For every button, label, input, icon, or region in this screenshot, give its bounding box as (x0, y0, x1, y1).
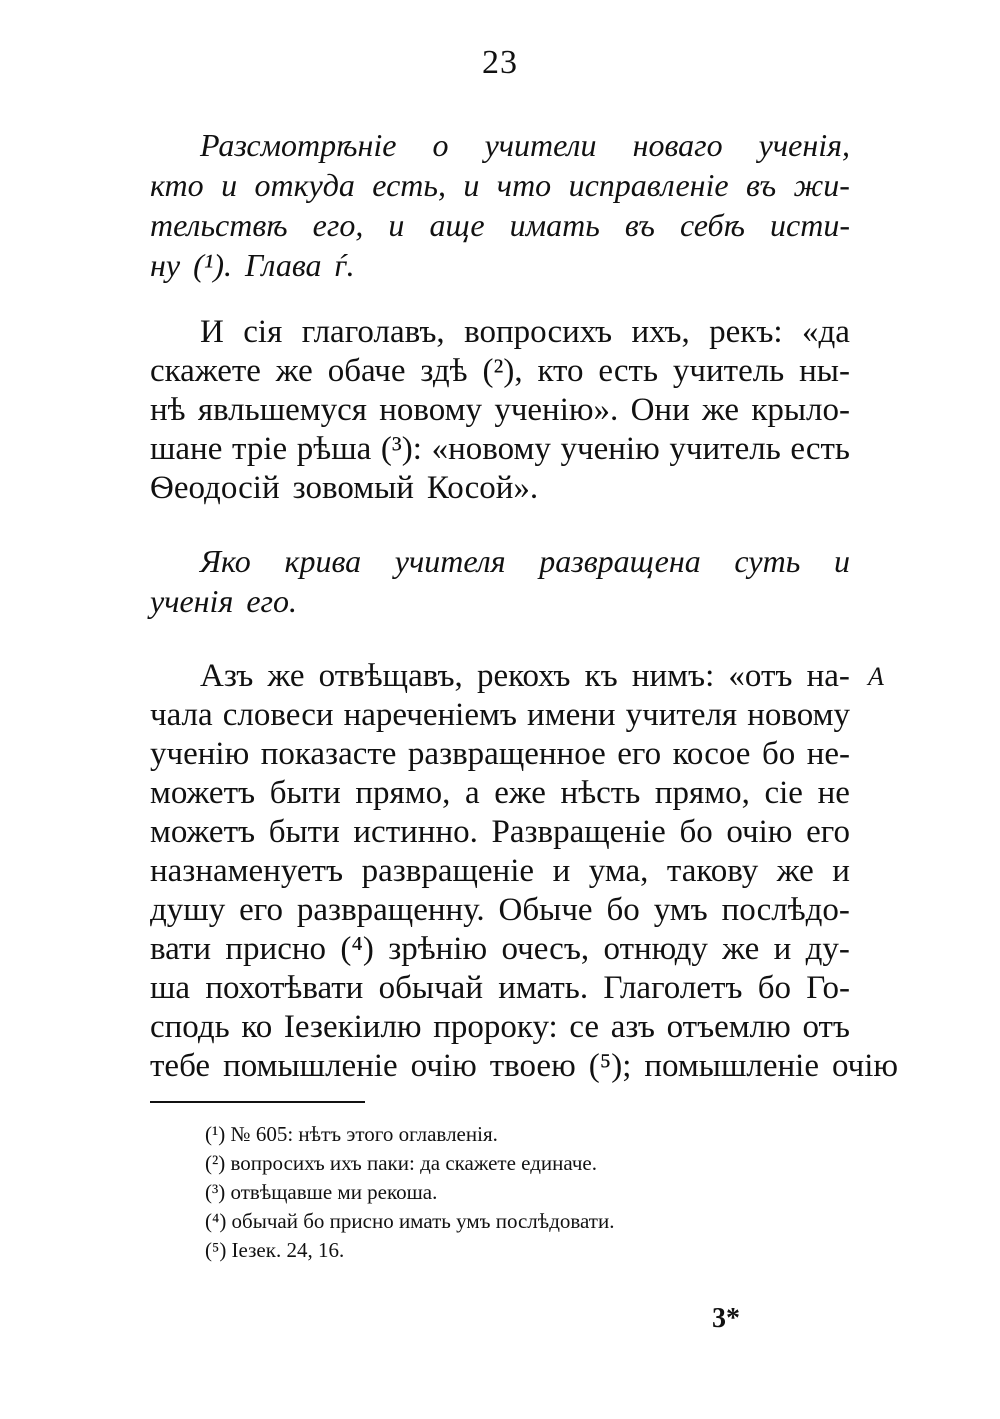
word: имать (509, 207, 600, 243)
signature-mark: 3* (712, 1303, 740, 1334)
word: словеси (222, 697, 334, 733)
word: и (463, 167, 480, 203)
word: исправленіе (568, 167, 729, 203)
word: исти- (770, 207, 850, 243)
word: къ (584, 658, 618, 694)
word: Глаголетъ (603, 970, 743, 1006)
word: и (773, 931, 792, 967)
word: пророку: (433, 1009, 558, 1045)
word: откуда (254, 167, 355, 203)
text-line (150, 813, 850, 852)
word: бо (761, 736, 796, 772)
word: его. (246, 583, 297, 619)
word: Азъ (200, 658, 254, 694)
word: помышленіе (223, 1048, 398, 1084)
word: ученію». (494, 392, 619, 428)
word: быти (268, 814, 340, 850)
word: Іезекіилю (283, 1009, 422, 1045)
footnote-rule (150, 1101, 365, 1103)
word: учителя (625, 697, 738, 733)
word: учителя (394, 543, 506, 579)
word: шане (150, 431, 223, 467)
word: что (496, 167, 552, 203)
page-number: 23 (482, 44, 518, 81)
word: крива (284, 543, 362, 579)
footnote: (⁴) обычай бо присно имать умъ послѣдовати. (205, 1209, 615, 1233)
word: въ (624, 207, 655, 243)
word: же (702, 392, 740, 428)
word: такову (666, 853, 759, 889)
text-line (150, 930, 850, 969)
word: «отъ (728, 658, 793, 694)
word: вопросихъ (464, 314, 613, 350)
word: быти (269, 775, 341, 811)
word: душу (150, 892, 226, 928)
word: же (267, 658, 305, 694)
word: присно (225, 931, 327, 967)
word: новому (379, 392, 483, 428)
word: чала (150, 697, 213, 733)
word: отъ (802, 1009, 850, 1045)
word: имать. (498, 970, 589, 1006)
word: послѣдо- (721, 892, 850, 928)
word: можетъ (150, 814, 256, 850)
footnote: (¹) № 605: нѣтъ этого оглавленія. (205, 1122, 498, 1146)
word: о (432, 127, 449, 163)
word: жи- (793, 167, 850, 203)
word: себѣ (679, 207, 745, 243)
word: не (817, 775, 850, 811)
text-line (150, 581, 850, 621)
text-line (150, 165, 850, 205)
word: зрѣнію (388, 931, 488, 967)
word: се (569, 1009, 600, 1045)
word: тельствѣ (150, 207, 288, 243)
word: сподь (150, 1009, 230, 1045)
text-line (150, 969, 850, 1008)
word: есть, (372, 167, 446, 203)
word: «новому (431, 431, 551, 467)
word: (⁴) (340, 931, 374, 967)
word: есть (790, 431, 850, 467)
word: косое (672, 736, 751, 772)
text-line (150, 352, 850, 391)
word: прямо, (654, 775, 750, 811)
word: и (832, 853, 850, 889)
word: прямо, (355, 775, 451, 811)
word: рекъ: (709, 314, 783, 350)
word: бо (757, 970, 792, 1006)
word: азъ (610, 1009, 655, 1045)
word: на- (806, 658, 850, 694)
text-line (150, 313, 850, 352)
text-line (150, 205, 850, 245)
word: новаго (632, 127, 723, 163)
word: рѣша (296, 431, 372, 467)
word: (³): (380, 431, 422, 467)
section-heading (150, 541, 850, 621)
word: же (722, 931, 760, 967)
text-line (150, 391, 850, 430)
text-line (150, 696, 850, 735)
margin-mark: А (868, 662, 884, 691)
word: Го- (806, 970, 850, 1006)
word: ученія, (758, 127, 850, 163)
word: назнаменуетъ (150, 853, 344, 889)
word: явльшемуся (197, 392, 367, 428)
word: обычай (378, 970, 483, 1006)
word: ума, (588, 853, 649, 889)
word: ну (150, 247, 181, 283)
word: ученію (150, 736, 250, 772)
word: ко (241, 1009, 273, 1045)
word: и (833, 543, 850, 579)
word: скажете (150, 353, 261, 389)
word: умъ (653, 892, 708, 928)
word: нимъ: (631, 658, 715, 694)
word: (¹). (193, 247, 232, 283)
word: крыло- (751, 392, 850, 428)
word: тебе (150, 1048, 211, 1084)
word: же (275, 353, 313, 389)
word: Яко (200, 543, 251, 579)
word: бо (679, 814, 713, 850)
word: Глава (244, 247, 322, 283)
word: и (388, 207, 405, 243)
word: очесъ, (501, 931, 590, 967)
word: ны- (799, 353, 850, 389)
word: истинно. (353, 814, 478, 850)
word: есть (598, 353, 659, 389)
word: очію (726, 814, 793, 850)
chapter-heading (150, 125, 850, 285)
word: а (464, 775, 480, 811)
word: помышленіе (644, 1048, 819, 1084)
word: сія (243, 314, 283, 350)
word: аще (429, 207, 485, 243)
word: ученія (150, 583, 234, 619)
word: ихъ, (631, 314, 690, 350)
word: похотѣвати (205, 970, 364, 1006)
word: (²), (482, 353, 523, 389)
word: его (239, 892, 283, 928)
text-line (150, 1008, 850, 1047)
word: ша (150, 970, 191, 1006)
word: его (806, 814, 850, 850)
footnotes (205, 1120, 725, 1265)
word: очію (831, 1048, 899, 1084)
word: еже (494, 775, 546, 811)
word: Они (630, 392, 690, 428)
word: развращеніе (361, 853, 535, 889)
text-line (150, 245, 850, 285)
word: въ (746, 167, 777, 203)
word: бо (606, 892, 640, 928)
word: суть (734, 543, 801, 579)
word: кто (537, 353, 584, 389)
word: вати (150, 931, 212, 967)
word: новому (747, 697, 850, 733)
word: нѣ (150, 392, 186, 428)
word: здѣ (420, 353, 468, 389)
word: Обыче (498, 892, 593, 928)
text-line (150, 891, 850, 930)
word: ученію (560, 431, 660, 467)
word: Ѳеодосій (150, 470, 280, 506)
text-line (150, 469, 850, 508)
word: имени (527, 697, 616, 733)
text-line (150, 125, 850, 165)
word: развращенное (407, 736, 606, 772)
footnote: (³) отвѣщавше ми рекоша. (205, 1180, 438, 1204)
word: зовомый (292, 470, 414, 506)
word: тріе (232, 431, 288, 467)
word: глаголавъ, (301, 314, 445, 350)
word: нареченіемъ (343, 697, 517, 733)
word: можетъ (150, 775, 256, 811)
text-line (150, 541, 850, 581)
word: его, (312, 207, 364, 243)
text-line (150, 657, 850, 696)
word: и (221, 167, 238, 203)
word: (⁵); (588, 1048, 632, 1084)
word: учитель (672, 353, 785, 389)
word: отъемлю (666, 1009, 791, 1045)
word: сіе (764, 775, 803, 811)
word: кто (150, 167, 204, 203)
text-line (150, 1047, 899, 1086)
word: очію (410, 1048, 477, 1084)
word: Разсмотрѣніе (200, 127, 397, 163)
word: обаче (327, 353, 406, 389)
word: развращенну. (296, 892, 485, 928)
word: ду- (805, 931, 850, 967)
word: Косой». (426, 470, 539, 506)
text-line (150, 774, 850, 813)
word: рекохъ (476, 658, 571, 694)
word: учители (484, 127, 597, 163)
word: нѣсть (560, 775, 641, 811)
word: ѓ. (334, 247, 355, 283)
text-line (150, 852, 850, 891)
word: И (200, 314, 224, 350)
footnote: (²) вопросихъ ихъ паки: да скажете единаче. (205, 1151, 597, 1175)
footnote: (⁵) Iезек. 24, 16. (205, 1238, 345, 1262)
word: и (552, 853, 571, 889)
word: твоею (489, 1048, 576, 1084)
word: «да (802, 314, 850, 350)
word: Развращеніе (491, 814, 666, 850)
word: учитель (669, 431, 781, 467)
word: развращена (539, 543, 701, 579)
text-line (150, 430, 850, 469)
word: показасте (260, 736, 397, 772)
paragraph-2 (150, 657, 899, 1086)
text-line (150, 735, 850, 774)
word: отвѣщавъ, (318, 658, 463, 694)
word: не- (806, 736, 850, 772)
word: же (776, 853, 814, 889)
word: его (617, 736, 662, 772)
paragraph-1 (150, 313, 850, 508)
word: отнюду (603, 931, 708, 967)
